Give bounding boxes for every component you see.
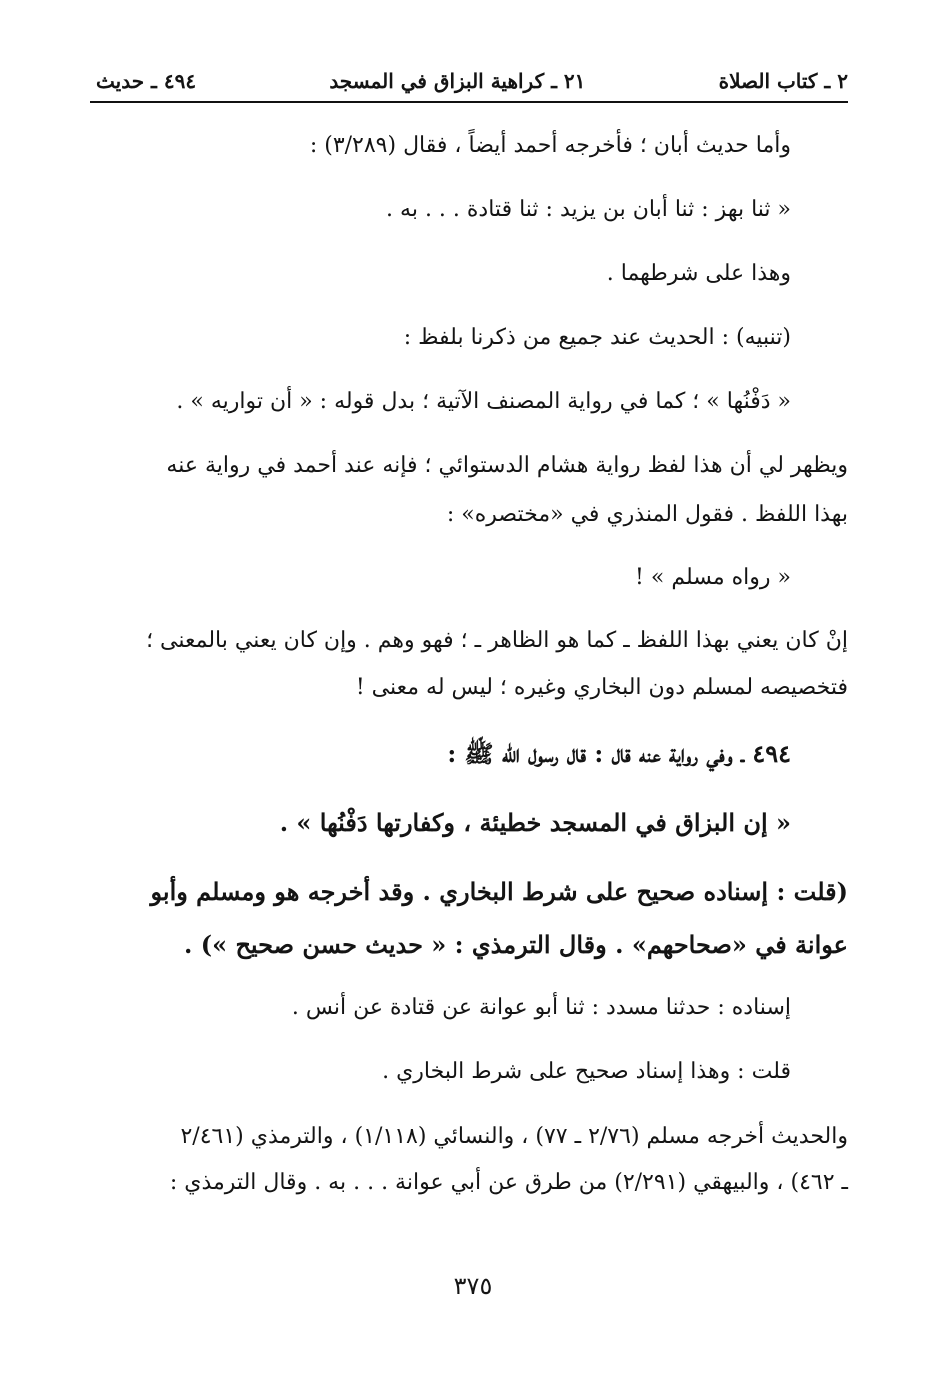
header-divider: [90, 101, 848, 103]
text-line: فتخصيصه لمسلم دون البخاري وغيره ؛ ليس له معنى !: [355, 675, 848, 700]
grading-line: (قلت : إسناده صحيح على شرط البخاري . وقد أخرجه هو ومسلم وأبو: [150, 877, 848, 906]
comment-line: قلت : وهذا إسناد صحيح على شرط البخاري .: [382, 1059, 791, 1084]
text-line: بهذا اللفظ . فقول المنذري في «مختصره» :: [446, 502, 848, 527]
text-line: « رواه مسلم » !: [635, 565, 791, 590]
text-line: والحديث أخرجه مسلم (٢/٧٦ ـ ٧٧) ، والنسائي (١/١١٨) ، والترمذي (٢/٤٦١: [180, 1124, 848, 1149]
header-hadith-number: ٤٩٤ ـ حديث: [96, 69, 197, 93]
text-line: ـ ٤٦٢) ، والبيهقي (٢/٢٩١) من طرق عن أبي عوانة . . . به . وقال الترمذي :: [169, 1170, 848, 1195]
text-line: « ثنا بهز : ثنا أبان بن يزيد : ثنا قتادة . . . به .: [386, 197, 791, 222]
text-line: « دَفْنُها » ؛ كما في رواية المصنف الآتية ؛ بدل قوله : « أن تواريه » .: [176, 389, 791, 414]
text-line: وأما حديث أبان ؛ فأخرجه أحمد أيضاً ، فقال (٣/٢٨٩) :: [309, 133, 791, 158]
hadith-heading: ٤٩٤ ـ وفي رواية عنه قال : قال رسول الله ﷺ :: [447, 739, 791, 768]
header-chapter-title: ٢١ ـ كراهية البزاق في المسجد: [329, 69, 586, 93]
text-line: وهذا على شرطهما .: [606, 261, 791, 286]
running-header: [96, 66, 848, 96]
page-number: ٣٧٥: [453, 1272, 493, 1300]
text-line: ويظهر لي أن هذا لفظ رواية هشام الدستوائي ؛ فإنه عند أحمد في رواية عنه: [166, 453, 848, 478]
text-line: (تنبيه) : الحديث عند جميع من ذكرنا بلفظ :: [403, 325, 791, 350]
header-book-title: ٢ ـ كتاب الصلاة: [718, 69, 848, 93]
grading-line: عوانة في «صحاحهم» . وقال الترمذي : « حديث حسن صحيح ») .: [184, 930, 848, 959]
isnad-line: إسناده : حدثنا مسدد : ثنا أبو عوانة عن قتادة عن أنس .: [291, 995, 791, 1020]
text-line: إنْ كان يعني بهذا اللفظ ـ كما هو الظاهر ـ ؛ فهو وهم . وإن كان يعني بالمعنى ؛: [146, 628, 848, 653]
hadith-text: « إن البزاق في المسجد خطيئة ، وكفارتها دَفْنُها » .: [279, 808, 791, 837]
